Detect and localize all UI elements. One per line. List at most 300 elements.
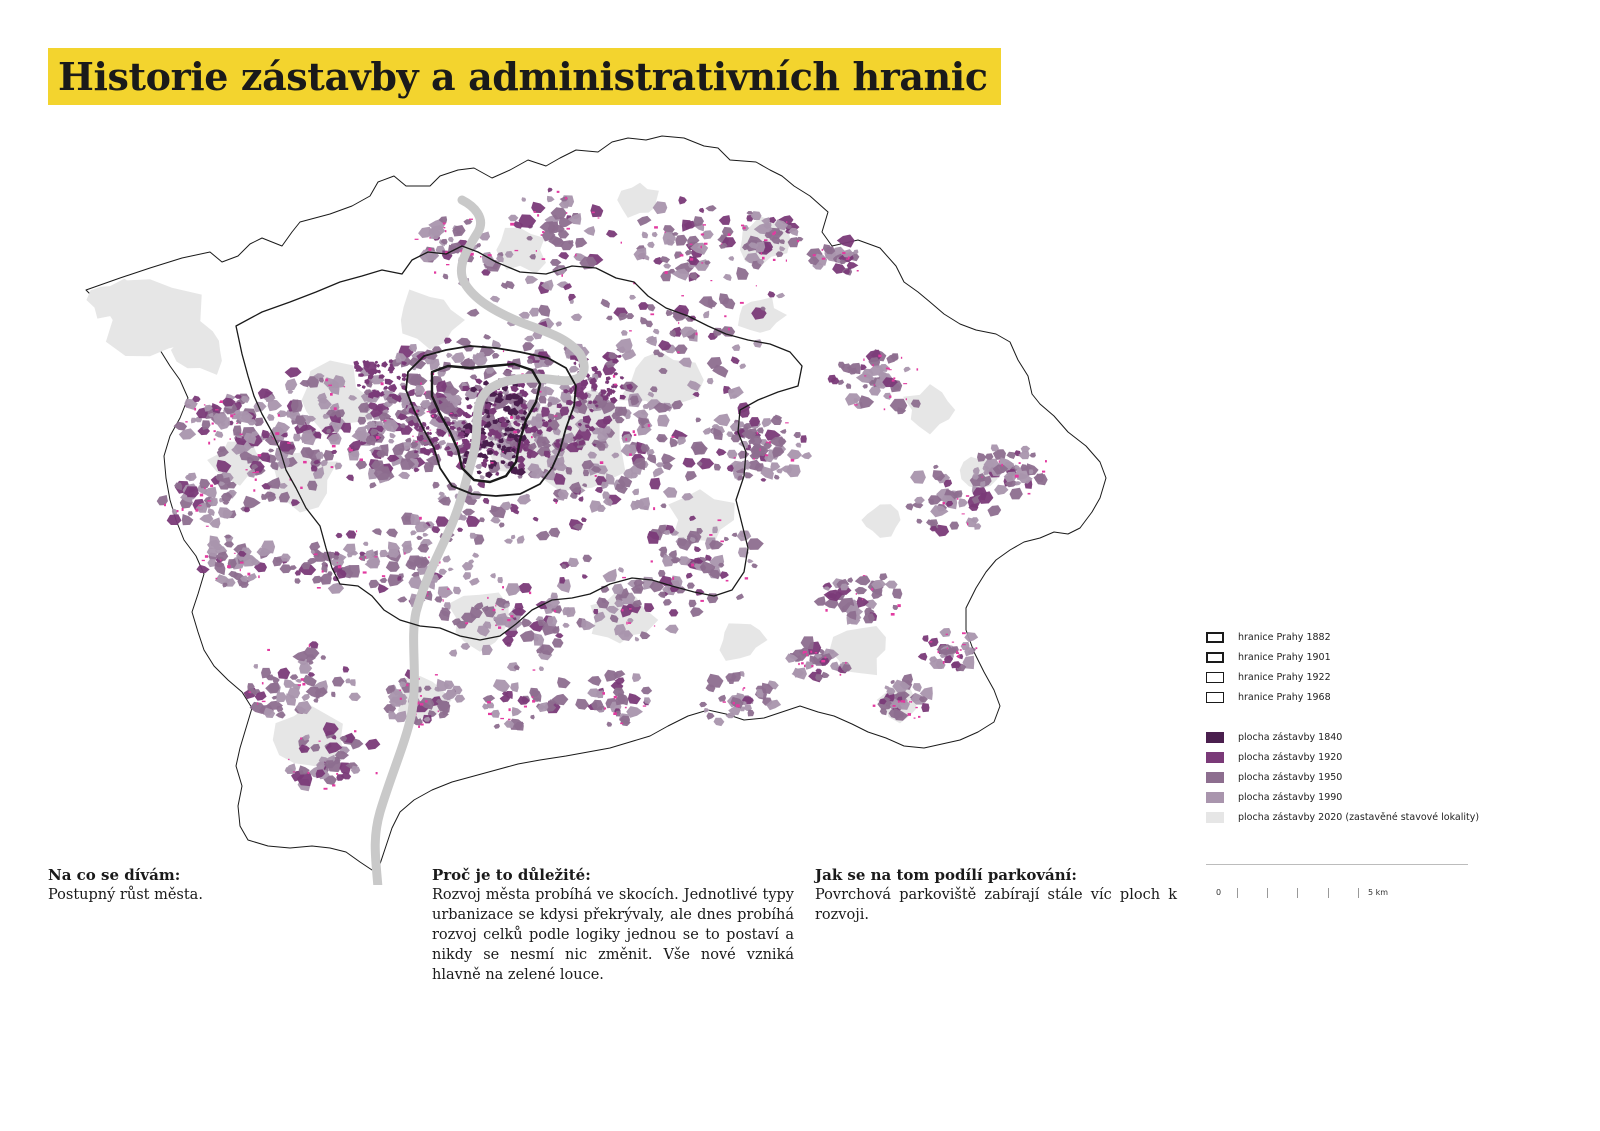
parking-area [886, 368, 890, 370]
title-banner [48, 48, 1001, 105]
parking-area [810, 651, 812, 653]
parking-area [206, 526, 209, 527]
parking-area [906, 398, 907, 400]
legend-label: plocha zástavby 1920 [1238, 752, 1343, 763]
parking-area [537, 214, 539, 216]
parking-area [718, 519, 722, 521]
legend-swatch [1206, 752, 1224, 763]
parking-area [508, 719, 511, 721]
parking-area [258, 454, 262, 456]
built-area-historic [583, 470, 589, 476]
parking-area [857, 270, 859, 272]
parking-area [337, 562, 338, 563]
parking-area [363, 571, 367, 573]
parking-area [710, 280, 712, 281]
parking-area [502, 451, 504, 452]
parking-area [376, 436, 380, 439]
parking-area [701, 262, 703, 263]
parking-area [801, 662, 804, 664]
parking-area [469, 219, 473, 220]
parking-area [842, 252, 845, 254]
parking-area [214, 438, 216, 440]
parking-area [958, 655, 960, 658]
parking-area [227, 565, 231, 568]
built-area-historic [714, 718, 725, 726]
legend-swatch [1206, 632, 1224, 643]
parking-area [509, 708, 511, 711]
parking-area [825, 657, 827, 659]
parking-area [349, 448, 351, 450]
parking-area [556, 502, 558, 504]
parking-area [665, 232, 666, 233]
parking-area [893, 377, 895, 379]
parking-area [733, 702, 735, 704]
parking-area [376, 772, 378, 774]
parking-area [825, 609, 827, 612]
parking-area [230, 415, 233, 418]
parking-area [177, 510, 179, 512]
parking-area [447, 588, 449, 589]
parking-area [765, 454, 768, 456]
legend-item-boundary-1882 [1206, 632, 1331, 643]
parking-area [966, 495, 969, 497]
parking-area [443, 223, 446, 225]
parking-area [529, 592, 531, 595]
section-what-am-i-looking-at [48, 866, 378, 905]
parking-area [691, 564, 694, 567]
parking-area [743, 688, 744, 691]
parking-area [182, 508, 184, 511]
parking-area [701, 234, 704, 236]
parking-area [498, 626, 501, 629]
parking-area [904, 700, 906, 703]
parking-area [354, 730, 356, 732]
parking-area [416, 410, 417, 413]
built-area-historic [800, 435, 806, 443]
parking-area [438, 711, 439, 713]
parking-area [872, 364, 873, 366]
parking-area [604, 707, 606, 709]
parking-area [650, 313, 654, 315]
parking-area [678, 322, 679, 324]
section-heading: Jak se na tom podílí parkování: [815, 866, 1077, 884]
parking-area [450, 413, 453, 414]
parking-area [917, 368, 919, 370]
parking-area [620, 723, 623, 725]
parking-area [884, 408, 886, 410]
parking-area [293, 771, 295, 772]
parking-area [419, 517, 422, 520]
parking-area [946, 634, 948, 635]
parking-area [234, 414, 236, 415]
parking-area [331, 466, 334, 468]
parking-area [629, 453, 632, 455]
parking-area [248, 692, 251, 693]
parking-area [542, 258, 546, 260]
parking-area [840, 674, 842, 676]
parking-area [863, 359, 864, 361]
parking-area [303, 461, 307, 464]
parking-area [614, 384, 617, 386]
parking-area [420, 383, 422, 385]
parking-area [524, 706, 527, 708]
parking-area [766, 442, 769, 444]
legend-item-boundary-1901 [1206, 652, 1331, 663]
parking-area [334, 407, 337, 410]
parking-area [503, 350, 504, 352]
parking-area [786, 260, 787, 262]
parking-area [695, 333, 697, 336]
parking-area [625, 438, 627, 441]
parking-area [981, 477, 983, 478]
parking-area [262, 682, 264, 684]
parking-area [332, 784, 335, 786]
parking-area [918, 716, 920, 718]
parking-area [1019, 462, 1021, 464]
parking-area [240, 562, 244, 564]
parking-area [962, 632, 966, 634]
legend-item-boundary-1968 [1206, 692, 1331, 703]
parking-area [734, 457, 736, 458]
parking-area [415, 441, 418, 442]
parking-area [541, 234, 543, 236]
parking-area [533, 669, 536, 670]
parking-area [962, 513, 965, 514]
parking-area [424, 440, 427, 441]
parking-area [846, 259, 849, 260]
scale-tick [1237, 888, 1238, 898]
legend-label: hranice Prahy 1901 [1238, 652, 1331, 663]
parking-area [938, 651, 940, 653]
parking-area [845, 662, 846, 664]
parking-area [515, 250, 519, 251]
parking-area [909, 701, 911, 703]
parking-area [381, 382, 384, 385]
parking-area [908, 713, 911, 716]
scale-bar [1206, 880, 1406, 900]
parking-area [756, 285, 757, 286]
parking-area [600, 461, 604, 464]
parking-area [797, 240, 799, 242]
parking-area [567, 228, 571, 230]
parking-area [491, 462, 494, 464]
parking-area [915, 707, 917, 708]
parking-area [772, 233, 775, 236]
built-area-historic [291, 399, 303, 412]
parking-area [531, 436, 533, 438]
legend-item-area-1990 [1206, 792, 1342, 803]
parking-area [257, 702, 258, 705]
parking-area [500, 718, 504, 719]
parking-area [420, 703, 424, 706]
legend-label: hranice Prahy 1922 [1238, 672, 1331, 683]
parking-area [324, 788, 328, 790]
parking-area [273, 438, 275, 439]
parking-area [629, 330, 632, 331]
parking-area [510, 223, 514, 226]
section-body: Rozvoj města probíhá ve skocích. Jednotlivé typy urbanizace se kdysi překrývaly, ale dnes probíhá rozvoj celků podle logiky jednou se to postaví a nikdy se nesmí nic změnit. Vše nové vzniká hlavně na zelené louce. [432, 887, 794, 983]
parking-area [207, 500, 211, 501]
parking-area [236, 423, 238, 424]
parking-area [1028, 493, 1031, 495]
legend-label: hranice Prahy 1968 [1238, 692, 1331, 703]
parking-area [399, 690, 401, 692]
parking-area [956, 652, 959, 654]
parking-area [300, 487, 303, 489]
parking-area [741, 225, 744, 227]
parking-area [863, 575, 866, 576]
parking-area [328, 385, 332, 387]
parking-area [510, 416, 513, 419]
parking-area [204, 487, 206, 489]
built-area-historic [706, 713, 714, 720]
parking-area [813, 254, 816, 256]
scale-tick [1328, 888, 1329, 898]
parking-area [240, 569, 241, 571]
parking-area [626, 622, 627, 625]
parking-area [856, 593, 857, 595]
legend-label: hranice Prahy 1882 [1238, 632, 1331, 643]
parking-area [943, 661, 945, 664]
parking-area [252, 472, 256, 473]
built-area-historic [559, 577, 565, 584]
parking-area [897, 604, 900, 607]
parking-area [322, 570, 324, 572]
parking-area [598, 217, 600, 218]
parking-area [914, 718, 916, 719]
parking-area [764, 239, 768, 241]
parking-area [435, 674, 438, 675]
parking-area [815, 652, 817, 653]
parking-area [864, 375, 866, 376]
parking-area [565, 197, 567, 199]
parking-area [999, 460, 1000, 462]
parking-area [681, 295, 684, 296]
parking-area [532, 700, 535, 703]
parking-area [634, 434, 637, 436]
parking-area [892, 380, 895, 382]
parking-area [542, 231, 544, 233]
parking-area [278, 414, 280, 417]
parking-area [444, 227, 446, 228]
parking-area [258, 575, 260, 578]
parking-area [723, 701, 726, 702]
parking-area [532, 696, 534, 698]
parking-area [701, 246, 702, 249]
parking-area [298, 684, 301, 686]
built-area-historic [566, 467, 573, 475]
parking-area [301, 678, 304, 681]
parking-area [374, 556, 377, 557]
built-area-historic [157, 495, 168, 505]
parking-area [256, 471, 259, 473]
parking-area [943, 502, 946, 504]
parking-area [654, 226, 658, 228]
parking-area [822, 249, 824, 251]
parking-area [185, 421, 187, 422]
parking-area [330, 393, 333, 396]
built-area-historic [497, 577, 503, 583]
parking-area [595, 475, 597, 477]
parking-area [786, 221, 787, 223]
parking-area [1015, 475, 1019, 478]
legend-swatch [1206, 812, 1224, 823]
parking-area [434, 271, 436, 273]
parking-area [651, 560, 653, 562]
parking-area [275, 432, 279, 435]
parking-area [665, 271, 668, 274]
parking-area [952, 642, 954, 643]
parking-area [957, 498, 959, 500]
parking-area [893, 705, 896, 707]
section-heading: Na co se dívám: [48, 866, 181, 884]
legend-swatch [1206, 672, 1224, 683]
parking-area [704, 243, 708, 245]
parking-area [205, 555, 208, 558]
parking-area [613, 375, 615, 378]
parking-area [427, 595, 428, 597]
parking-area [488, 713, 492, 715]
parking-area [446, 264, 449, 265]
legend-swatch [1206, 772, 1224, 783]
parking-area [1042, 471, 1045, 473]
legend-swatch [1206, 652, 1224, 663]
parking-area [960, 649, 962, 651]
parking-area [349, 449, 353, 451]
parking-area [621, 242, 622, 244]
parking-area [1001, 464, 1003, 467]
parking-area [700, 600, 704, 602]
parking-area [443, 599, 444, 601]
parking-area [625, 707, 627, 709]
parking-area [360, 558, 362, 560]
parking-area [194, 408, 196, 411]
parking-area [488, 254, 492, 256]
legend-item-area-1840 [1206, 732, 1342, 743]
parking-area [889, 396, 891, 398]
parking-area [854, 404, 858, 405]
parking-area [804, 665, 805, 667]
prague-map [80, 125, 1140, 885]
legend-label: plocha zástavby 1990 [1238, 792, 1343, 803]
parking-area [234, 553, 236, 554]
parking-area [420, 695, 422, 697]
parking-area [798, 663, 800, 665]
parking-area [671, 436, 674, 438]
parking-area [901, 357, 902, 359]
parking-area [356, 530, 357, 532]
parking-area [432, 415, 434, 417]
parking-area [871, 588, 873, 590]
parking-area [956, 651, 958, 652]
parking-area [703, 224, 706, 225]
parking-area [400, 698, 402, 700]
parking-area [653, 507, 655, 510]
parking-area [690, 244, 693, 245]
parking-area [811, 665, 813, 667]
parking-area [762, 257, 765, 260]
parking-area [502, 586, 504, 588]
parking-area [628, 622, 631, 624]
parking-area [709, 534, 712, 536]
parking-area [338, 565, 341, 568]
parking-area [536, 250, 537, 252]
parking-area [785, 422, 789, 423]
legend-label: plocha zástavby 1840 [1238, 732, 1343, 743]
legend-swatch [1206, 692, 1224, 703]
parking-area [929, 641, 932, 642]
parking-area [502, 609, 504, 610]
parking-area [769, 441, 771, 444]
parking-area [873, 705, 876, 707]
parking-area [428, 557, 429, 559]
parking-area [200, 494, 203, 497]
parking-area [510, 615, 513, 617]
parking-area [773, 259, 776, 261]
parking-area [425, 391, 426, 393]
parking-area [220, 400, 223, 403]
parking-area [425, 700, 428, 702]
parking-area [821, 660, 825, 662]
parking-area [745, 577, 748, 579]
built-area-historic [424, 462, 434, 472]
parking-area [287, 442, 290, 444]
parking-area [761, 252, 762, 255]
parking-area [575, 254, 576, 257]
scale-start-label: 0 [1216, 888, 1222, 897]
parking-area [429, 237, 431, 238]
parking-area [614, 696, 617, 699]
parking-area [975, 647, 977, 649]
section-heading: Proč je to důležité: [432, 866, 591, 884]
parking-area [253, 489, 255, 491]
parking-area [1045, 460, 1047, 462]
section-parking-share [815, 866, 1177, 925]
legend-label: plocha zástavby 1950 [1238, 772, 1343, 783]
parking-area [791, 459, 795, 462]
parking-area [428, 248, 431, 251]
parking-area [629, 608, 632, 609]
legend-item-area-1920 [1206, 752, 1342, 763]
parking-area [246, 469, 248, 470]
parking-area [418, 726, 420, 728]
parking-area [648, 424, 650, 427]
parking-area [613, 712, 617, 715]
parking-area [643, 705, 646, 706]
parking-area [720, 541, 724, 543]
parking-area [724, 315, 726, 317]
parking-area [247, 573, 250, 576]
parking-area [240, 434, 243, 435]
parking-area [901, 700, 904, 702]
parking-area [302, 683, 305, 686]
parking-area [319, 741, 321, 742]
parking-area [566, 212, 567, 214]
parking-area [554, 415, 558, 416]
parking-area [602, 692, 605, 695]
legend-swatch [1206, 792, 1224, 803]
parking-area [336, 773, 338, 775]
parking-area [743, 227, 746, 229]
page-title: Historie zástavby a administrativních hranic [58, 54, 988, 99]
parking-area [806, 654, 808, 656]
parking-area [622, 577, 626, 578]
parking-area [888, 369, 891, 370]
parking-area [493, 609, 496, 611]
parking-area [862, 598, 863, 600]
parking-area [300, 738, 302, 740]
parking-area [803, 652, 805, 654]
